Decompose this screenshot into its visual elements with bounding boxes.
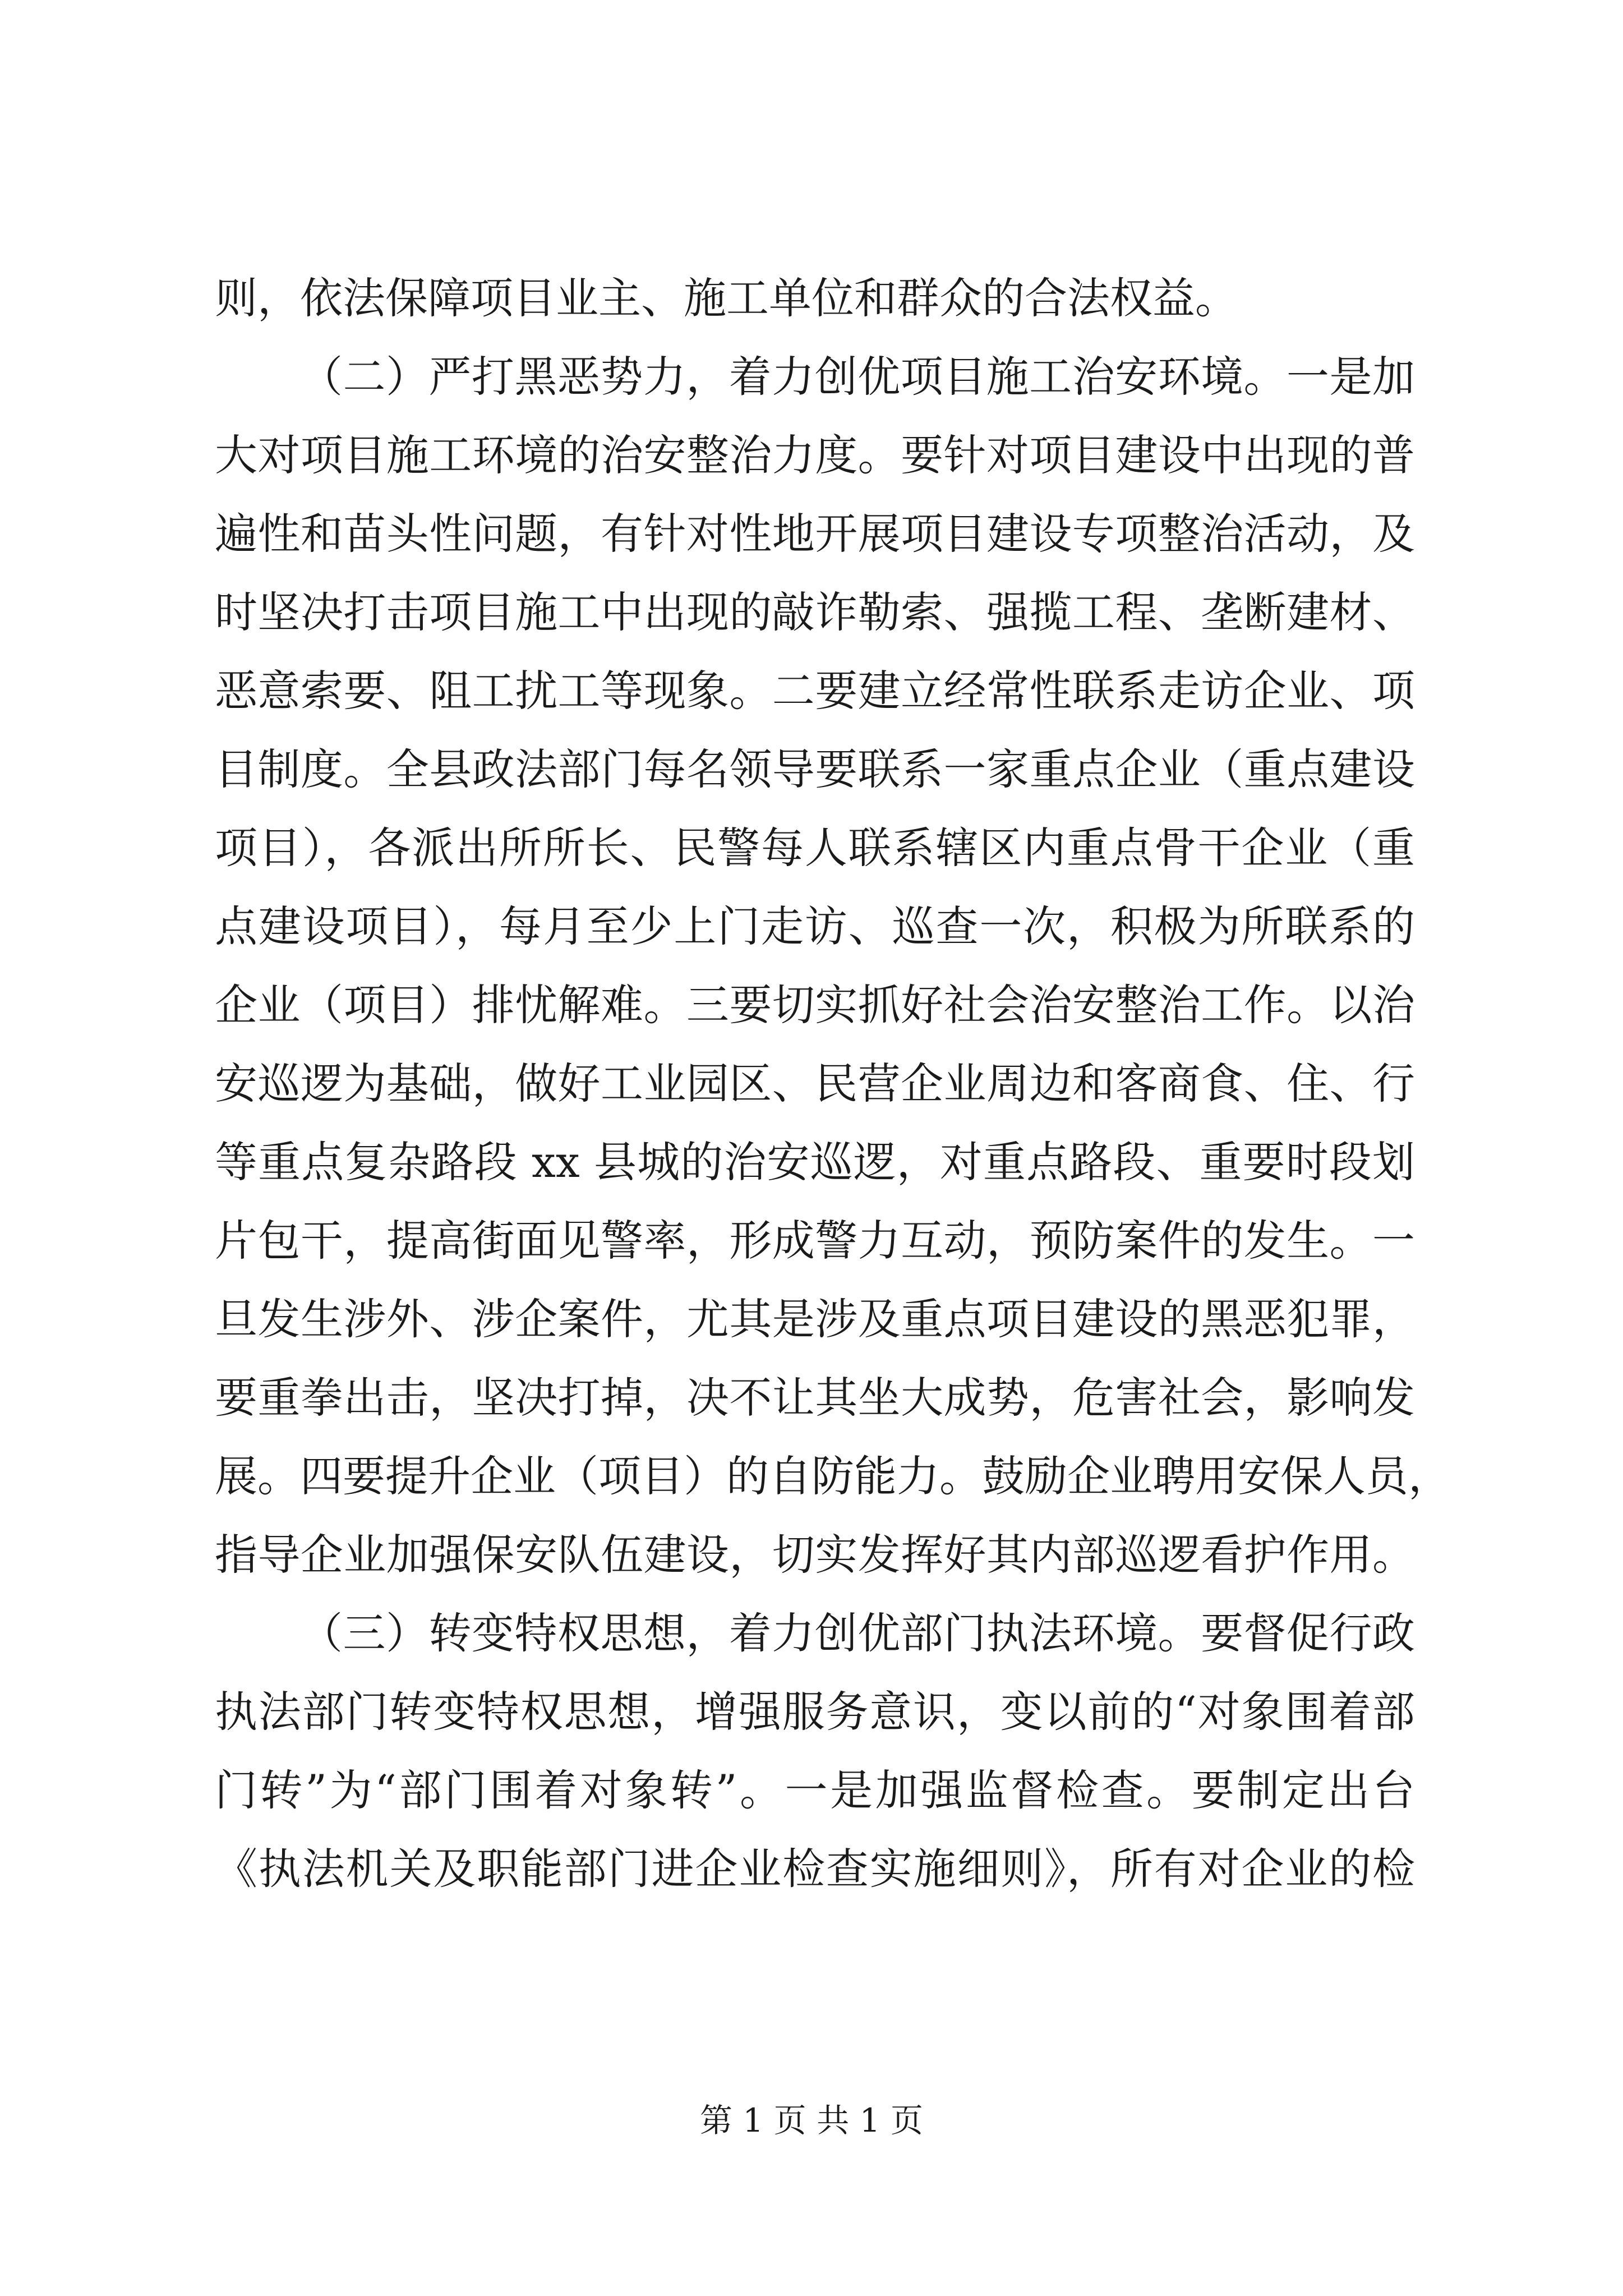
text-line: 等重点复杂路段 xx 县城的治安巡逻，对重点路段、重要时段划: [215, 1137, 1415, 1187]
paragraph-2-heading-line: （二）严打黑恶势力，着力创优项目施工治安环境。一是加: [300, 352, 1415, 402]
text-line: 指导企业加强保安队伍建设，切实发挥好其内部巡逻看护作用。: [215, 1530, 1415, 1580]
text-line: 点建设项目），每月至少上门走访、巡查一次，积极为所联系的: [215, 901, 1415, 951]
page-footer: [0, 2098, 1623, 2143]
body-text: [215, 259, 1451, 1908]
text-line: 则，依法保障项目业主、施工单位和群众的合法权益。: [215, 273, 1238, 323]
text-line: 安巡逻为基础，做好工业园区、民营企业周边和客商食、住、行: [215, 1059, 1415, 1108]
text-line: 时坚决打击项目施工中出现的敲诈勒索、强揽工程、垄断建材、: [215, 587, 1415, 637]
page-number: 第 1 页 共 1 页: [700, 2101, 923, 2139]
text-line: 门转”为“部门围着对象转”。一是加强监督检查。要制定出台: [215, 1765, 1415, 1815]
text-line: 企业（项目）排忧解难。三要切实抓好社会治安整治工作。以治: [215, 980, 1415, 1030]
paragraph-3-heading-line: （三）转变特权思想，着力创优部门执法环境。要督促行政: [300, 1608, 1415, 1658]
text-line: 执法部门转变特权思想，增强服务意识，变以前的“对象围着部: [215, 1687, 1415, 1737]
text-line: 展。四要提升企业（项目）的自防能力。鼓励企业聘用安保人员，: [215, 1451, 1451, 1501]
text-line: 大对项目施工环境的治安整治力度。要针对项目建设中出现的普: [215, 430, 1415, 480]
text-line: 要重拳出击，坚决打掉，决不让其坐大成势，危害社会，影响发: [215, 1373, 1415, 1423]
text-line: 项目），各派出所所长、民警每人联系辖区内重点骨干企业（重: [215, 823, 1415, 873]
text-line: 片包干，提高街面见警率，形成警力互动，预防案件的发生。一: [215, 1216, 1415, 1266]
text-line: 旦发生涉外、涉企案件，尤其是涉及重点项目建设的黑恶犯罪，: [215, 1294, 1415, 1344]
text-line: 《执法机关及职能部门进企业检查实施细则》，所有对企业的检: [215, 1844, 1415, 1894]
text-line: 遍性和苗头性问题，有针对性地开展项目建设专项整治活动，及: [215, 509, 1415, 559]
text-line: 目制度。全县政法部门每名领导要联系一家重点企业（重点建设: [215, 744, 1415, 794]
text-line: 恶意索要、阻工扰工等现象。二要建立经常性联系走访企业、项: [215, 666, 1415, 716]
